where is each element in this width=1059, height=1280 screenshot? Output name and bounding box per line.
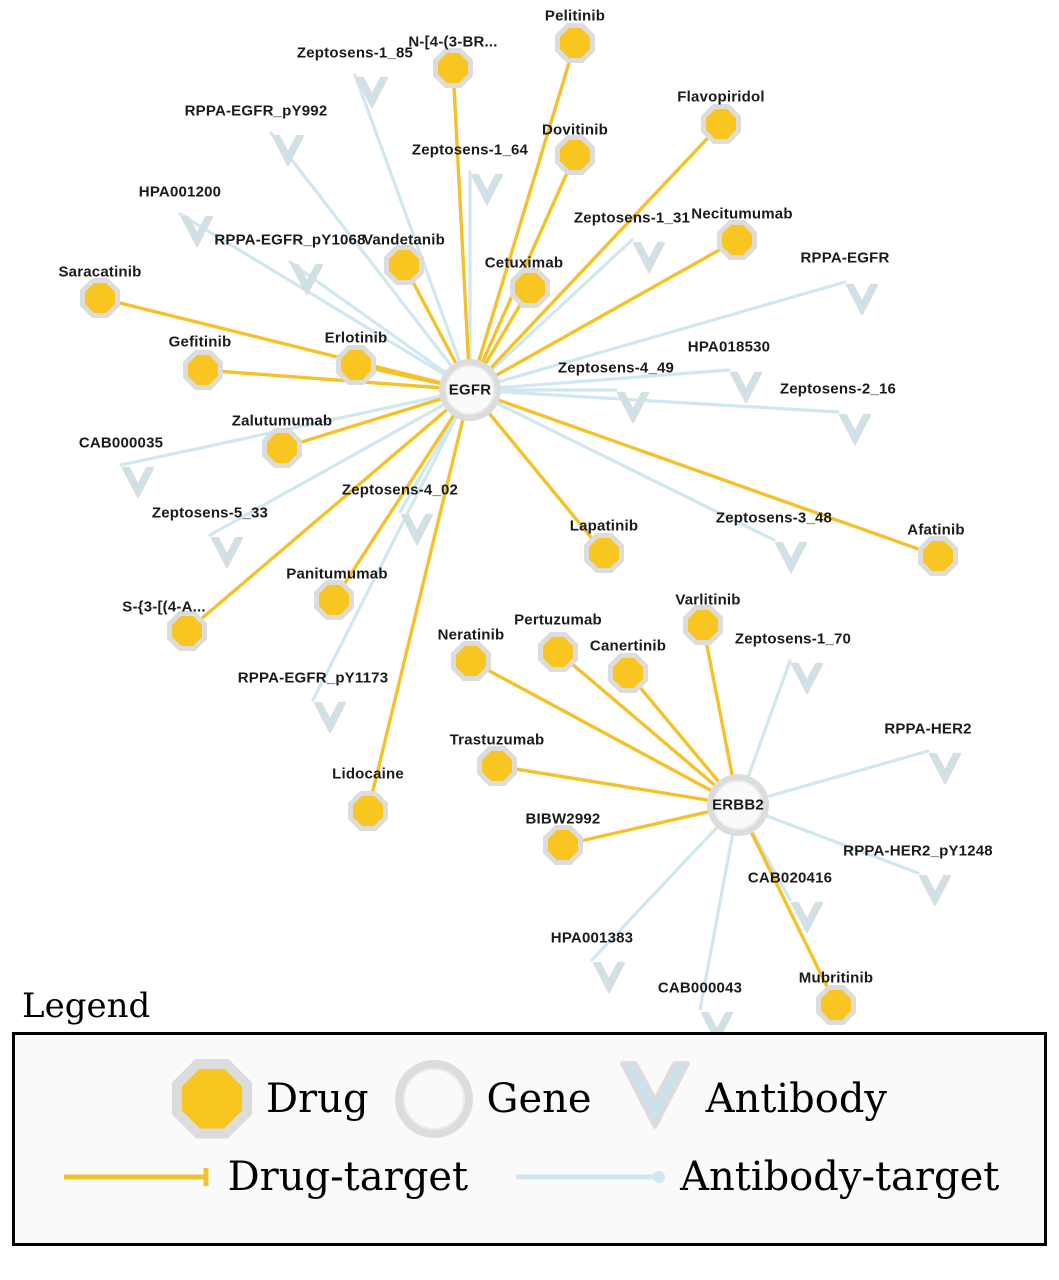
drug-label: Vandetanib <box>362 231 446 249</box>
drug-octagon-icon <box>543 825 583 865</box>
antibody-chevron-icon <box>838 412 872 448</box>
antibody-label: Zeptosens-1_70 <box>734 630 852 648</box>
antibody-chevron-icon <box>790 900 824 936</box>
drug-octagon-icon <box>477 746 517 786</box>
legend-item-drug-target <box>60 1154 468 1200</box>
drug-octagon-icon <box>555 135 595 175</box>
drug-label: Lidocaine <box>332 765 404 783</box>
legend-item-drug <box>172 1059 369 1139</box>
drug-label: BIBW2992 <box>525 810 601 828</box>
drug-label: Canertinib <box>589 637 667 655</box>
gene-circle-icon <box>395 1060 473 1138</box>
drug-octagon-icon <box>80 278 120 318</box>
drug-label: Necitumumab <box>691 205 793 223</box>
drug-octagon-icon <box>384 245 424 285</box>
drug-octagon-icon <box>348 791 388 831</box>
drug-octagon-icon <box>683 605 723 645</box>
drug-octagon-icon <box>510 268 550 308</box>
drug-octagon-icon <box>183 350 223 390</box>
drug-node[interactable] <box>314 580 354 620</box>
legend <box>0 986 1059 1246</box>
legend-edge-types <box>15 1154 1044 1200</box>
antibody-label: RPPA-HER2 <box>884 720 972 738</box>
drug-node[interactable] <box>348 791 388 831</box>
drug-node[interactable] <box>80 278 120 318</box>
antibody-label: Zeptosens-5_33 <box>151 504 269 522</box>
antibody-target-edge-icon <box>512 1164 672 1190</box>
drug-target-edge-icon <box>60 1164 220 1190</box>
drug-octagon-icon <box>538 632 578 672</box>
drug-node[interactable] <box>183 350 223 390</box>
drug-node[interactable] <box>477 746 517 786</box>
drug-octagon-icon <box>701 104 741 144</box>
drug-octagon-icon <box>172 1059 252 1139</box>
drug-node[interactable] <box>167 611 207 651</box>
antibody-label: Zeptosens-4_49 <box>557 359 675 377</box>
legend-label-gene: Gene <box>486 1075 592 1122</box>
antibody-chevron-icon <box>790 661 824 697</box>
legend-label-drug: Drug <box>265 1075 369 1122</box>
antibody-chevron-icon <box>774 540 808 576</box>
antibody-label: HPA001200 <box>138 183 222 201</box>
antibody-chevron-icon <box>121 465 155 501</box>
drug-label: Dovitinib <box>542 121 608 139</box>
antibody-label: Zeptosens-4_02 <box>341 481 459 499</box>
drug-node[interactable] <box>262 428 302 468</box>
antibody-label: Zeptosens-3_48 <box>715 509 833 527</box>
drug-node[interactable] <box>683 605 723 645</box>
antibody-chevron-icon <box>355 75 389 111</box>
antibody-label: RPPA-EGFR <box>800 249 890 267</box>
drug-label: Mubritinib <box>798 969 874 987</box>
drug-label: Saracatinib <box>58 263 142 281</box>
drug-label: Flavopiridol <box>677 88 765 106</box>
legend-label-antibody: Antibody <box>705 1075 888 1122</box>
drug-octagon-icon <box>555 23 595 63</box>
drug-node[interactable] <box>608 653 648 693</box>
antibody-label: Zeptosens-1_31 <box>573 209 691 227</box>
drug-octagon-icon <box>584 533 624 573</box>
antibody-chevron-icon <box>729 370 763 406</box>
legend-item-gene <box>395 1060 592 1138</box>
antibody-chevron-icon <box>400 512 434 548</box>
drug-node[interactable] <box>433 48 473 88</box>
antibody-label: CAB020416 <box>747 869 833 887</box>
drug-octagon-icon <box>433 48 473 88</box>
antibody-chevron-icon <box>632 240 666 276</box>
drug-octagon-icon <box>336 345 376 385</box>
drug-octagon-icon <box>314 580 354 620</box>
drug-node[interactable] <box>543 825 583 865</box>
antibody-chevron-icon <box>616 390 650 426</box>
drug-octagon-icon <box>262 428 302 468</box>
drug-label: Lapatinib <box>569 517 639 535</box>
antibody-chevron-icon <box>313 700 347 736</box>
drug-label: Pelitinib <box>544 7 606 25</box>
drug-label: Neratinib <box>437 626 505 644</box>
antibody-label: Zeptosens-2_16 <box>779 380 897 398</box>
drug-octagon-icon <box>167 611 207 651</box>
drug-label: S-{3-[(4-A... <box>122 598 206 616</box>
legend-item-antibody <box>618 1057 887 1140</box>
antibody-chevron-icon <box>618 1057 692 1140</box>
antibody-chevron-icon <box>928 751 962 787</box>
antibody-chevron-icon <box>210 535 244 571</box>
antibody-chevron-icon <box>845 282 879 318</box>
drug-label: Panitumumab <box>286 565 388 583</box>
antibody-chevron-icon <box>290 262 324 298</box>
drug-node[interactable] <box>555 135 595 175</box>
drug-label: Gefitinib <box>168 333 232 351</box>
antibody-chevron-icon <box>918 873 952 909</box>
antibody-label: HPA001383 <box>550 929 634 947</box>
drug-node[interactable] <box>584 533 624 573</box>
drug-label: Pertuzumab <box>514 611 602 629</box>
drug-label: N-[4-(3-BR... <box>408 33 498 51</box>
antibody-label: RPPA-HER2_pY1248 <box>843 842 993 860</box>
antibody-label: CAB000043 <box>657 979 743 997</box>
antibody-label: CAB000035 <box>78 434 164 452</box>
antibody-label: HPA018530 <box>687 338 771 356</box>
antibody-label: Zeptosens-1_85 <box>296 44 414 62</box>
antibody-chevron-icon <box>180 214 214 250</box>
gene-label: ERBB2 <box>712 796 764 814</box>
gene-label: EGFR <box>448 381 492 399</box>
edge <box>313 390 470 700</box>
drug-label: Varlitinib <box>675 591 741 609</box>
drug-octagon-icon <box>717 220 757 260</box>
legend-label-antibody-target: Antibody-target <box>680 1154 1000 1200</box>
drug-node[interactable] <box>538 632 578 672</box>
antibody-label: RPPA-EGFR_pY1068 <box>214 231 366 249</box>
drug-octagon-icon <box>608 653 648 693</box>
drug-label: Trastuzumab <box>449 731 545 749</box>
drug-node[interactable] <box>510 268 550 308</box>
legend-title: Legend <box>22 986 151 1026</box>
antibody-chevron-icon <box>271 133 305 169</box>
drug-label: Afatinib <box>907 521 965 539</box>
drug-node[interactable] <box>451 641 491 681</box>
drug-octagon-icon <box>451 641 491 681</box>
drug-node[interactable] <box>701 104 741 144</box>
drug-node[interactable] <box>336 345 376 385</box>
drug-label: Erlotinib <box>324 329 388 347</box>
edge <box>453 68 470 390</box>
antibody-label: RPPA-EGFR_pY992 <box>184 102 328 120</box>
legend-node-types <box>15 1035 1044 1140</box>
drug-label: Zalutumumab <box>231 412 333 430</box>
drug-octagon-icon <box>918 536 958 576</box>
antibody-label: RPPA-EGFR_pY1173 <box>237 669 389 687</box>
drug-node[interactable] <box>384 245 424 285</box>
drug-node[interactable] <box>717 220 757 260</box>
legend-box <box>12 1032 1047 1246</box>
legend-item-antibody-target <box>512 1154 999 1200</box>
antibody-chevron-icon <box>470 172 504 208</box>
antibody-label: Zeptosens-1_64 <box>411 141 529 159</box>
drug-node[interactable] <box>555 23 595 63</box>
legend-label-drug-target: Drug-target <box>227 1154 469 1200</box>
drug-node[interactable] <box>918 536 958 576</box>
drug-label: Cetuximab <box>484 254 564 272</box>
